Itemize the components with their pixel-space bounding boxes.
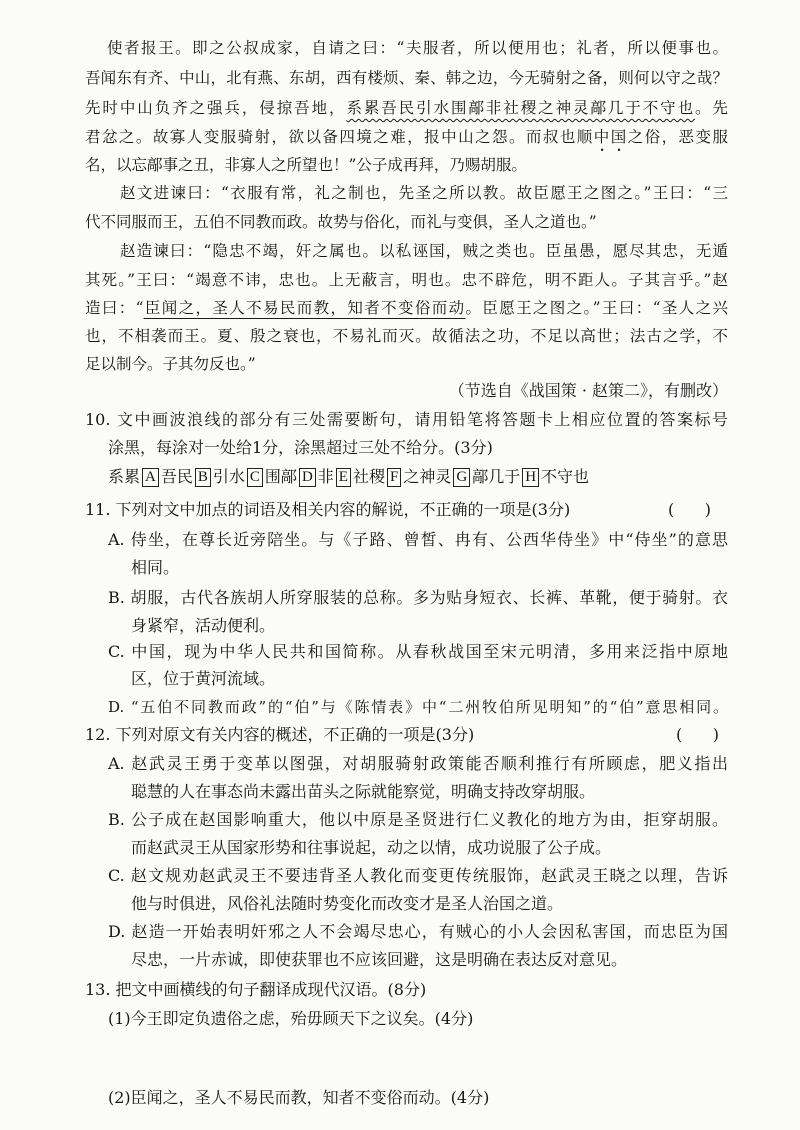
q12-option-d-cont: 尽忠，一片赤诚，即使获罪也不应该回避，这是明确在表达反对意见。 — [131, 950, 628, 969]
passage-line — [85, 97, 728, 119]
q10-break-label: A — [142, 468, 159, 487]
passage-source: （节选自《战国策 · 赵策二》，有删改） — [448, 381, 728, 400]
q11-option-c: C. 中国，现为中华人民共和国简称。从春秋战国至宋元明清，多用来泛指中原地 — [108, 642, 728, 661]
q11-answer-blank: ( ) — [668, 500, 711, 519]
q10-segment: 引水 — [212, 467, 245, 486]
q10-segment: 鄗几于 — [472, 467, 521, 486]
q10-break-label: G — [453, 468, 470, 487]
q10-break-label: E — [336, 468, 351, 487]
passage-text: 之俗，恶变服 — [627, 128, 728, 146]
q12-option-a-cont: 聪慧的人在事态尚未露出苗头之际就能察觉，明确支持改穿胡服。 — [131, 782, 596, 801]
passage-line — [85, 297, 728, 319]
q12-option-c-cont: 他与时俱进，风俗礼法随时势变化而改变才是圣人治国之道。 — [131, 894, 564, 913]
passage-line: 名，以忘鄗事之丑，非寡人之所望也！”公子成再拜，乃赐胡服。 — [85, 156, 527, 174]
q11-option-d: D. “五伯不同教而政”的“伯”与《陈情表》中“二州牧伯所见明知”的“伯”意思相同。 — [108, 698, 728, 716]
q11-option-a-cont: 相同。 — [131, 558, 180, 577]
q10-break-label: D — [299, 468, 316, 487]
passage-line: 足以制今。子其勿反也。” — [85, 355, 256, 373]
passage-text: 造曰：“ — [85, 299, 144, 317]
passage-line: 赵造谏曰：“隐忠不竭，奸之属也。以私诬国，贼之类也。臣虽愚，愿尽其忠，无遁 — [120, 242, 728, 260]
q10-segment: 不守也 — [541, 467, 590, 486]
q10-stem: 10. 文中画波浪线的部分有三处需要断句，请用铅笔将答题卡上相应位置的答案标号 — [85, 410, 728, 429]
q13-item-2: (2)臣闻之，圣人不易民而教，知者不变俗而动。(4分) — [108, 1088, 490, 1107]
q12-stem: 12. 下列对原文有关内容的概述，不正确的一项是(3分) — [85, 725, 475, 744]
q11-option-a: A. 侍坐，在尊长近旁陪坐。与《子路、曾皙、冉有、公西华侍坐》中“侍坐”的意思 — [108, 530, 728, 549]
q10-break-label: H — [522, 468, 539, 487]
q10-segment: 社稷 — [352, 467, 385, 486]
q12-option-d: D. 赵造一开始表明奸邪之人不会竭尽忠心，有贼心的小人会因私害国，而忠臣为国 — [108, 922, 728, 941]
q12-answer-blank: ( ) — [676, 725, 719, 744]
q10-segment: 围鄗 — [264, 467, 297, 486]
q10-break-label: F — [387, 468, 401, 487]
q10-segment: 系累 — [108, 467, 141, 486]
passage-line: 代不同服而王，五伯不同教而政。故势与俗化，而礼与变俱，圣人之道也。” — [85, 213, 597, 231]
q12-option-a: A. 赵武灵王勇于变革以图强，对胡服骑射政策能否顺利推行有所顾虑，肥义指出 — [108, 754, 728, 773]
wavy-underlined-sentence: 系累吾民引水围鄗非社稷之神灵鄗几于不守也 — [346, 99, 696, 117]
q10-segment: 吾民 — [160, 467, 193, 486]
q11-option-b: B. 胡服，古代各族胡人所穿服装的总称。多为贴身短衣、长裤、革靴，便于骑射。衣 — [108, 588, 728, 607]
passage-text: 先时中山负齐之强兵，侵掠吾地， — [85, 99, 347, 117]
q11-option-b-cont: 身紧窄，活动便利。 — [131, 616, 276, 635]
dotted-term-zhongguo: 中国 — [593, 128, 628, 146]
q13-stem: 13. 把文中画横线的句子翻译成现代汉语。(8分) — [85, 980, 427, 999]
passage-text: 。先 — [695, 99, 728, 117]
q12-option-b-cont: 而赵武灵王从国家形势和往事说起，动之以情，成功说服了公子成。 — [131, 838, 612, 857]
q12-option-b: B. 公子成在赵国影响重大，他以中原是圣贤进行仁义教化的地方为由，拒穿胡服。 — [108, 810, 728, 829]
q10-stem-cont: 涂黑，每涂对一处给1分，涂黑超过三处不给分。(3分) — [108, 438, 493, 457]
q10-segment: 之神灵 — [403, 467, 452, 486]
q12-option-c: C. 赵文规劝赵武灵王不要违背圣人教化而变更传统服饰，赵武灵王晓之以理，告诉 — [108, 866, 728, 885]
passage-line: 吾闻东有齐、中山，北有燕、东胡，西有楼烦、秦、韩之边，今无骑射之备，则何以守之哉？ — [85, 69, 728, 87]
q13-item-1: (1)今王即定负遗俗之虑，殆毋顾天下之议矣。(4分) — [108, 1009, 474, 1028]
q11-stem: 11. 下列对文中加点的词语及相关内容的解说，不正确的一项是(3分) — [85, 500, 571, 519]
q10-break-label: B — [195, 468, 211, 487]
passage-line: 其死。”王曰：“竭意不讳，忠也。上无蔽言，明也。忠不辟危，明不距人。子其言乎。”赵 — [85, 271, 728, 289]
q10-segment: 非 — [317, 467, 334, 486]
passage-text: 君忿之。故寡人变服骑射，欲以备四境之难，报中山之怨。而叔也顺 — [85, 128, 594, 146]
passage-line: 使者报王。即之公叔成家，自请之曰：“夫服者，所以便用也；礼者，所以便事也。 — [107, 39, 728, 57]
passage-line: 赵文进谏曰：“衣服有常，礼之制也，先圣之所以教。故臣愿王之图之。”王曰：“三 — [120, 184, 728, 202]
passage-text: 。臣愿王之图之。”王曰：“圣人之兴 — [465, 299, 728, 317]
q10-break-label: C — [247, 468, 263, 487]
q10-break-options — [108, 466, 728, 488]
q11-option-c-cont: 区，位于黄河流域。 — [131, 669, 276, 688]
passage-line: 也，不相袭而王。夏、殷之衰也，不易礼而灭。故循法之功，不足以高世；法古之学，不 — [85, 327, 728, 345]
passage-line — [85, 126, 728, 155]
underlined-sentence: 臣闻之，圣人不易民而教，知者不变俗而动 — [143, 299, 466, 317]
